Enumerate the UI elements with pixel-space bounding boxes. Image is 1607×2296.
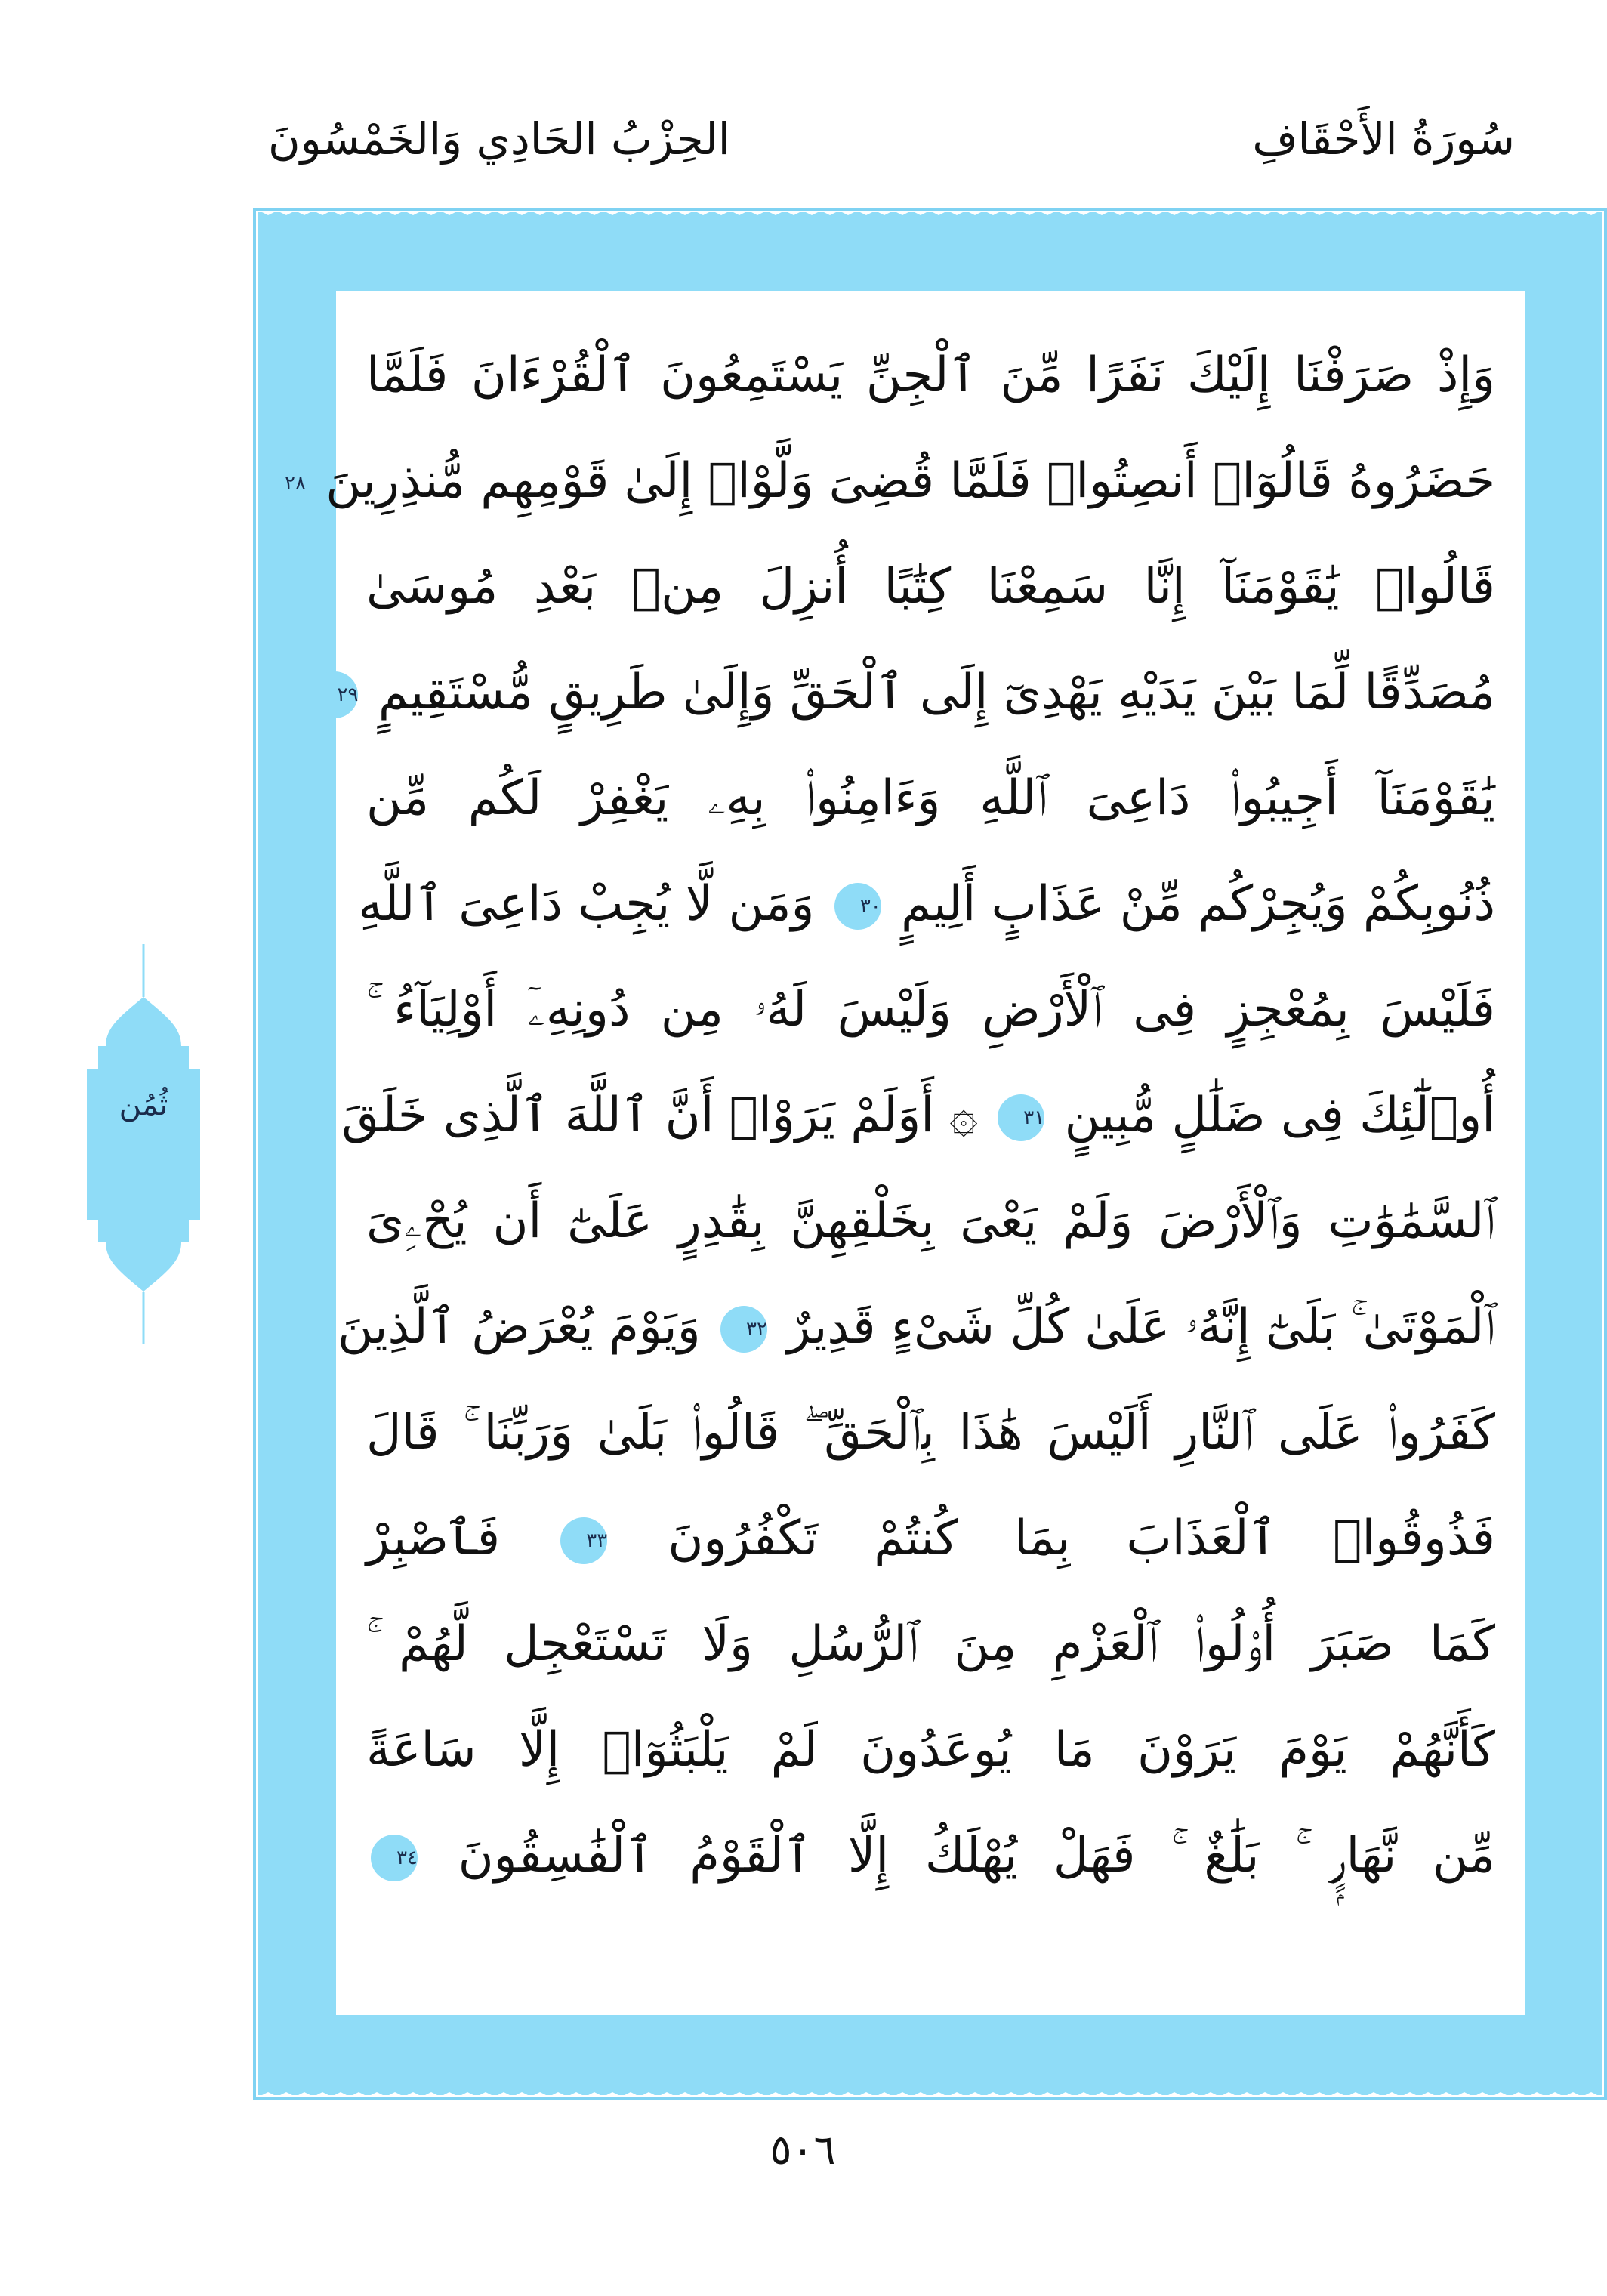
ayah-number-marker: ٢٨ (259, 460, 306, 507)
verse-text: فَذُوقُوا۟ ٱلْعَذَابَ بِمَا كُنتُمْ تَكْفُرُونَ (668, 1511, 1495, 1566)
ayah-number-marker: ٣٠ (834, 883, 881, 930)
verse-line (366, 1380, 1495, 1486)
verse-line (285, 428, 1495, 534)
ayah-number-marker: ٣٣ (560, 1517, 607, 1564)
verse-text-continued: وَيَوْمَ يُعْرَضُ ٱلَّذِينَ (338, 1299, 701, 1355)
verse-text: قَالُوا۟ يَٰقَوْمَنَآ إِنَّا سَمِعْنَا كِتَٰبًا أُنزِلَ مِنۢ بَعْدِ مُوسَىٰ (366, 559, 1495, 615)
verse-text: مُصَدِّقًا لِّمَا بَيْنَ يَدَيْهِ يَهْدِىٓ إِلَى ٱلْحَقِّ وَإِلَىٰ طَرِيقٍ مُّسْتَقِيمٍ (378, 665, 1495, 721)
verse-line (366, 1591, 1495, 1697)
verse-text: أُو۟لَٰٓئِكَ فِى ضَلَٰلٍ مُّبِينٍ (1064, 1088, 1495, 1143)
verse-line (341, 1063, 1495, 1168)
verse-line (366, 957, 1495, 1063)
verse-text: ٱلْمَوْتَىٰ ۚ بَلَىٰٓ إِنَّهُۥ عَلَىٰ كُلِّ شَىْءٍ قَدِيرٌ (787, 1299, 1495, 1355)
verse-line (366, 1168, 1495, 1274)
dome-ornament-icon (83, 944, 204, 1344)
verse-line (366, 745, 1495, 851)
verse-text: كَفَرُوا۟ عَلَى ٱلنَّارِ أَلَيْسَ هَٰذَا بِٱلْحَقِّ ۖ قَالُوا۟ بَلَىٰ وَرَبِّنَا ۚ قَالَ (366, 1405, 1495, 1461)
verse-text: وَإِذْ صَرَفْنَا إِلَيْكَ نَفَرًا مِّنَ ٱلْجِنِّ يَسْتَمِعُونَ ٱلْقُرْءَانَ فَلَمَّا (366, 347, 1495, 403)
verse-text: يَٰقَوْمَنَآ أَجِيبُوا۟ دَاعِىَ ٱللَّهِ وَءَامِنُوا۟ بِهِۦ يَغْفِرْ لَكُم مِّن (366, 770, 1495, 826)
verse-line (358, 851, 1495, 957)
hizb-label: الحِزْبُ الحَادِي وَالخَمْسُونَ (268, 113, 730, 165)
verse-line (366, 1486, 1495, 1591)
verse-text: كَمَا صَبَرَ أُو۟لُوا۟ ٱلْعَزْمِ مِنَ ٱلرُّسُلِ وَلَا تَسْتَعْجِل لَّهُمْ ۚ (366, 1616, 1495, 1672)
verse-text-continued: فَٱصْبِرْ (366, 1511, 501, 1566)
verse-text: ٱلسَّمَٰوَٰتِ وَٱلْأَرْضَ وَلَمْ يَعْىَ بِخَلْقِهِنَّ بِقَٰدِرٍ عَلَىٰٓ أَن يُحْۦِىَ (366, 1193, 1495, 1249)
verse-text: حَضَرُوهُ قَالُوٓا۟ أَنصِتُوا۟ فَلَمَّا قُضِىَ وَلَّوْا۟ إِلَىٰ قَوْمِهِم مُّنذِرِينَ (325, 453, 1495, 509)
verse-text-continued: ۞ أَوَلَمْ يَرَوْا۟ أَنَّ ٱللَّهَ ٱلَّذِى خَلَقَ (341, 1088, 978, 1143)
verse-line (366, 1803, 1495, 1909)
ayah-number-marker: ٢٩ (311, 671, 358, 718)
verse-text: ذُنُوبِكُمْ وَيُجِرْكُم مِّنْ عَذَابٍ أَلِيمٍ (901, 876, 1495, 932)
page-number: ٥٠٦ (770, 2126, 836, 2174)
verse-text: فَلَيْسَ بِمُعْجِزٍ فِى ٱلْأَرْضِ وَلَيْسَ لَهُۥ مِن دُونِهِۦٓ أَوْلِيَآءُ ۚ (366, 982, 1495, 1038)
verse-line (337, 640, 1495, 745)
page-frame (253, 208, 1607, 2100)
verse-line (366, 534, 1495, 640)
verse-line (366, 322, 1495, 428)
ayah-number-marker: ٣٤ (371, 1835, 418, 1881)
eighth-marker-label: ثُمُن (119, 1088, 168, 1122)
ayah-number-marker: ٣١ (998, 1094, 1044, 1141)
verse-line (366, 1697, 1495, 1803)
verse-line (338, 1274, 1495, 1380)
verse-text: كَأَنَّهُمْ يَوْمَ يَرَوْنَ مَا يُوعَدُونَ لَمْ يَلْبَثُوٓا۟ إِلَّا سَاعَةً (366, 1722, 1495, 1778)
verse-text: مِّن نَّهَارٍۭ ۚ بَلَٰغٌ ۚ فَهَلْ يُهْلَكُ إِلَّا ٱلْقَوْمُ ٱلْفَٰسِقُونَ (458, 1828, 1496, 1884)
verse-text-continued: وَمَن لَّا يُجِبْ دَاعِىَ ٱللَّهِ (358, 876, 815, 932)
eighth-marker-badge (83, 944, 204, 1344)
verse-text-area (285, 291, 1525, 2015)
ayah-number-marker: ٣٢ (720, 1306, 767, 1353)
surah-name: سُورَةُ الأَحْقَافِ (1252, 113, 1515, 165)
